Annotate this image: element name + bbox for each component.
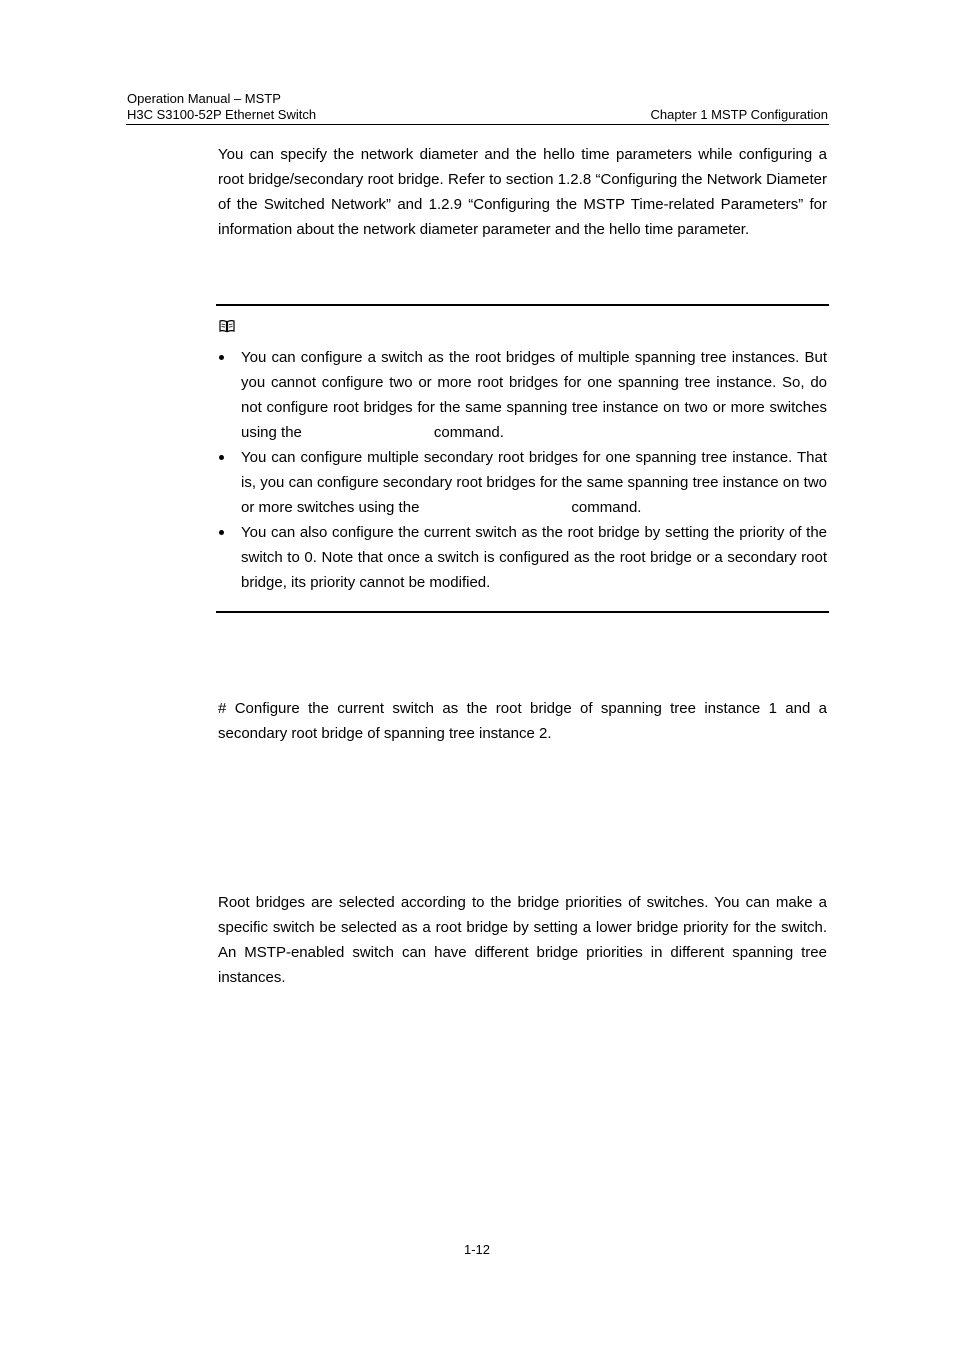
note-item-text: You can configure multiple secondary root bridges for one spanning tree instance. That is, you can configure secondary root bridges for the same spanning tree instance on two or more switches using the <box>241 449 827 516</box>
note-item-text-end: command. <box>571 499 642 516</box>
header-divider <box>126 124 829 125</box>
bullet-icon <box>219 455 224 460</box>
note-item-text-end: command. <box>433 424 504 441</box>
book-icon <box>218 318 236 334</box>
bullet-icon <box>219 355 224 360</box>
product-name: H3C S3100-52P Ethernet Switch <box>127 107 317 122</box>
note-item-text: You can also configure the current switch as the root bridge by setting the priority of the switch to 0. Note that once a switch is configured as the root bridge or a secondary root bridge, its priority cannot be modified. <box>241 524 827 591</box>
list-item <box>218 445 827 520</box>
note-list <box>218 345 827 595</box>
manual-title: Operation Manual – MSTP <box>127 91 281 106</box>
page-number: 1-12 <box>463 1242 491 1257</box>
note-top-divider <box>216 304 829 306</box>
example-paragraph: # Configure the current switch as the root bridge of spanning tree instance 1 and a secondary root bridge of spanning tree instance 2. <box>218 700 827 742</box>
chapter-title: Chapter 1 MSTP Configuration <box>650 107 828 122</box>
note-item-text: You can configure a switch as the root bridges of multiple spanning tree instances. But you cannot configure two or more root bridges for one spanning tree instance. So, do not configure root bridges for the same spanning tree instance on two or more switches using the <box>241 349 827 441</box>
priority-paragraph: Root bridges are selected according to the bridge priorities of switches. You can make a specific switch be selected as a root bridge by setting a lower bridge priority for the switch. An MSTP-enabled switch can have different bridge priorities in different spanning tree instances. <box>218 894 827 986</box>
intro-paragraph: You can specify the network diameter and the hello time parameters while configuring a root bridge/secondary root bridge. Refer to section 1.2.8 “Configuring the Network Diameter of the Switched Network” and 1.2.9 “Configuring the MSTP Time-related Parameters” for information about the network diameter parameter and the hello time parameter. <box>218 146 827 238</box>
note-bottom-divider <box>216 611 829 613</box>
bullet-icon <box>219 530 224 535</box>
list-item <box>218 345 827 445</box>
list-item <box>218 520 827 595</box>
running-header-left <box>127 91 316 123</box>
